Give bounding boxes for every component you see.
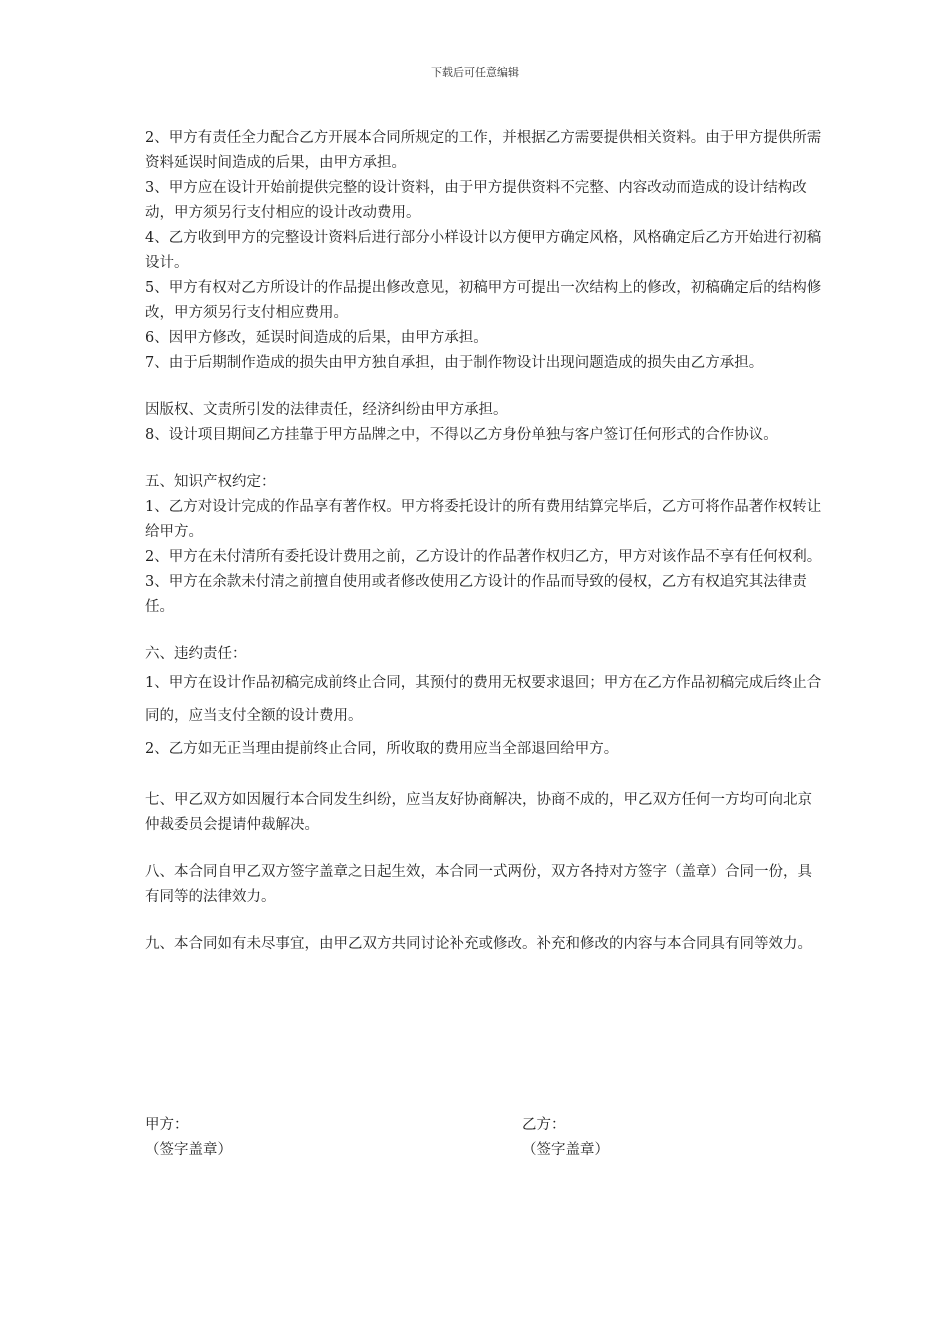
- ip-clause-2: 2、甲方在未付清所有委托设计费用之前，乙方设计的作品著作权归乙方，甲方对该作品不享有任何权利。: [145, 549, 822, 565]
- party-b-seal-note: （签字盖章）: [522, 1142, 609, 1158]
- clause-5: 5、甲方有权对乙方所设计的作品提出修改意见，初稿甲方可提出一次结构上的修改，初稿确定后的结构修改，甲方须另行支付相应费用。: [145, 280, 822, 321]
- ip-clause-3: 3、甲方在余款未付清之前擅自使用或者修改使用乙方设计的作品而导致的侵权，乙方有权追究其法律责任。: [145, 574, 807, 615]
- clause-3: 3、甲方应在设计开始前提供完整的设计资料，由于甲方提供资料不完整、内容改动而造成的设计结构改动，甲方须另行支付相应的设计改动费用。: [145, 180, 807, 221]
- ip-clause-1: 1、乙方对设计完成的作品享有著作权。甲方将委托设计的所有费用结算完毕后，乙方可将作品著作权转让给甲方。: [145, 499, 822, 540]
- section-dispute: 七、甲乙双方如因履行本合同发生纠纷，应当友好协商解决，协商不成的，甲乙双方任何一方均可向北京仲裁委员会提请仲裁解决。: [145, 792, 812, 833]
- party-b-label: 乙方：: [522, 1117, 566, 1133]
- clause-8: 8、设计项目期间乙方挂靠于甲方品牌之中，不得以乙方身份单独与客户签订任何形式的合作协议。: [145, 427, 778, 443]
- copyright-liability: 因版权、文责所引发的法律责任，经济纠纷由甲方承担。: [145, 402, 508, 418]
- section-breach-heading: 六、违约责任：: [145, 646, 247, 662]
- clause-6: 6、因甲方修改，延误时间造成的后果，由甲方承担。: [145, 330, 488, 346]
- page-header: 下载后可任意编辑: [431, 66, 519, 79]
- section-effectiveness: 八、本合同自甲乙双方签字盖章之日起生效，本合同一式两份，双方各持对方签字（盖章）合同一份，具有同等的法律效力。: [145, 864, 812, 905]
- party-a-label: 甲方：: [145, 1117, 189, 1133]
- clause-2: 2、甲方有责任全力配合乙方开展本合同所规定的工作，并根据乙方需要提供相关资料。由于甲方提供所需资料延误时间造成的后果，由甲方承担。: [145, 130, 822, 171]
- contract-body: [145, 126, 825, 957]
- breach-clause-2: 2、乙方如无正当理由提前终止合同，所收取的费用应当全部退回给甲方。: [145, 741, 619, 757]
- clause-4: 4、乙方收到甲方的完整设计资料后进行部分小样设计以方便甲方确定风格，风格确定后乙方开始进行初稿设计。: [145, 230, 822, 271]
- signature-party-b: [522, 1113, 609, 1163]
- breach-clause-1: 1、甲方在设计作品初稿完成前终止合同，其预付的费用无权要求退回；甲方在乙方作品初稿完成后终止合同的，应当支付全额的设计费用。: [145, 675, 822, 724]
- clause-7: 7、由于后期制作造成的损失由甲方独自承担，由于制作物设计出现问题造成的损失由乙方承担。: [145, 355, 764, 371]
- section-supplement: 九、本合同如有未尽事宜，由甲乙双方共同讨论补充或修改。补充和修改的内容与本合同具有同等效力。: [145, 936, 812, 952]
- party-a-seal-note: （签字盖章）: [145, 1142, 232, 1158]
- section-ip-heading: 五、知识产权约定：: [145, 474, 276, 490]
- signature-party-a: [145, 1113, 232, 1163]
